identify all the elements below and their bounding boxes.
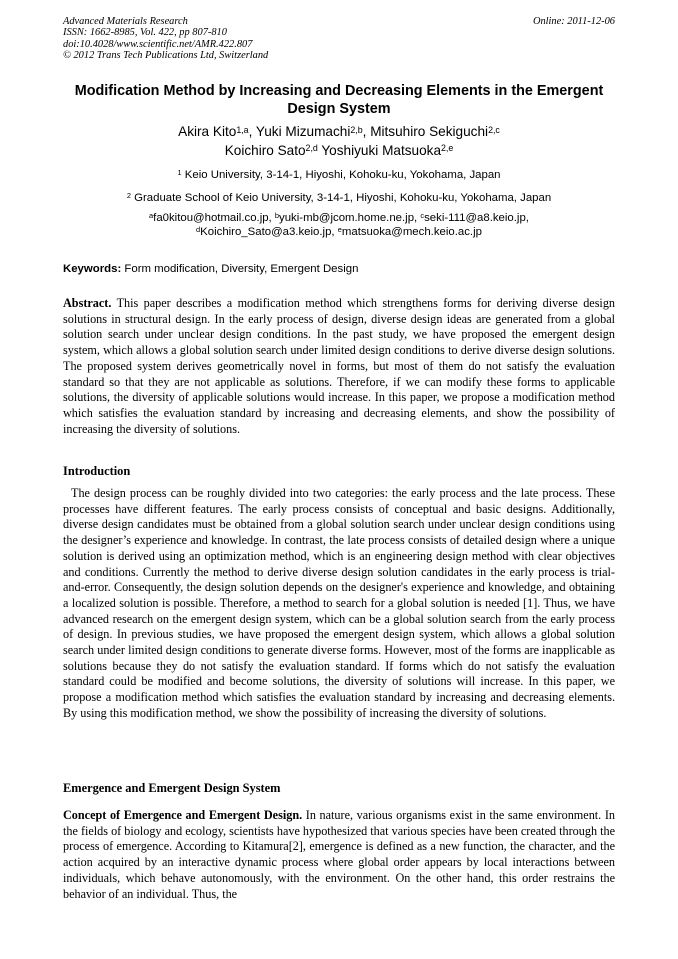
copyright-line: © 2012 Trans Tech Publications Ltd, Switzerland bbox=[63, 49, 269, 61]
author-name: Akira Kito bbox=[178, 124, 237, 139]
author-name: Yoshiyuki Matsuoka bbox=[321, 142, 442, 158]
keywords-label: Keywords: bbox=[63, 263, 122, 275]
abstract-label: Abstract. bbox=[63, 296, 112, 310]
abstract bbox=[63, 296, 615, 437]
introduction-heading: Introduction bbox=[63, 464, 131, 478]
author-sup: 2,e bbox=[441, 143, 454, 154]
concept-text: In nature, various organisms exist in the same environment. In the fields of biology and ecology, scientists have hypothesized that various species have been created through the process of emergence. According to Kitamura[2], emergence is defined as a new function, the character, and the action acquired by an interactive dynamic process where global order appears by local interactions between individuals, which behave autonomously, with the environment. On the other hand, this order restrains the behavior of an individual. Thus, the bbox=[63, 808, 615, 901]
author-name: Yuki Mizumachi bbox=[255, 124, 351, 139]
keywords-text: Form modification, Diversity, Emergent Design bbox=[124, 263, 359, 275]
keywords bbox=[63, 262, 615, 276]
doi-line: doi:10.4028/www.scientific.net/AMR.422.807 bbox=[63, 38, 253, 50]
author-sup: 2,c bbox=[488, 124, 500, 135]
section-heading: Emergence and Emergent Design System bbox=[63, 781, 281, 795]
email-sup: a bbox=[149, 211, 154, 221]
issn-line: ISSN: 1662-8985, Vol. 422, pp 807-810 bbox=[63, 27, 227, 39]
email-address: yuki-mb@jcom.home.ne.jp, bbox=[279, 212, 418, 224]
affiliation-text: Keio University, 3-14-1, Hiyoshi, Kohoku-ku, Yokohama, Japan bbox=[184, 169, 501, 181]
affiliation-text: Graduate School of Keio University, 3-14-1, Hiyoshi, Kohoku-ku, Yokohama, Japan bbox=[134, 192, 552, 204]
affiliation-1 bbox=[70, 168, 608, 182]
abstract-text: This paper describes a modification method which strengthens forms for deriving diverse design solutions in structural design. In the early process of design, diverse design ideas are generated from a global solution search under unclear design conditions. In the past study, we have proposed the emergent design system, which allows a global solution search under limited design conditions to derive diverse design solutions. The proposed system derives geometrically novel in forms, but most of them do not satisfy the evaluation standard so that they are not applicable as solutions. Therefore, if we can modify these forms to applicable solutions, the diversity of applicable solutions would increase. In this paper, we propose a modification method which satisfies the evaluation standard by increasing and decreasing elements, and show the possibility of increasing the diversity of solutions. bbox=[63, 296, 616, 436]
journal-name: Advanced Materials Research bbox=[63, 16, 188, 27]
email-sup: e bbox=[337, 225, 342, 235]
email-sup: c bbox=[420, 211, 425, 221]
journal-header bbox=[63, 16, 615, 61]
concept-paragraph bbox=[63, 808, 615, 902]
email-line bbox=[70, 225, 608, 239]
affiliation-2 bbox=[70, 191, 608, 205]
email-sup: d bbox=[196, 225, 201, 235]
email-address: seki-111@a8.keio.jp, bbox=[424, 212, 529, 224]
online-date: Online: 2011-12-06 bbox=[532, 16, 615, 27]
author-list: Akira Kito$^{1,a}$, Yuki Mizumachi$^{2,b}$, Mitsuhiro Sekiguchi$^{2,c}$ Koichiro Sato$^{2,d}$ Yoshiyuki Matsuoka$^{2,e}$ bbox=[178, 124, 500, 158]
author-name: Koichiro Sato bbox=[224, 142, 306, 158]
email-sup: b bbox=[274, 211, 280, 221]
author-sup: 1,a bbox=[236, 124, 249, 135]
email-address: fa0kitou@hotmail.co.jp, bbox=[153, 212, 272, 224]
email-address: Koichiro_Sato@a3.keio.jp, bbox=[200, 226, 335, 238]
introduction-text: The design process can be roughly divided into two categories: the early process and the late process. These processes have different features. The early process consists of conceptual and basic designs. Additionally, diverse design candidates must be obtained from a global solution search under unclear design conditions using the designer’s experience and knowledge. In contrast, the late process consists of detailed design where a unique solution is derived using an optimization method, which is an engineering design method with clear objectives and conditions. Currently the method to derive diverse design solution candidates in the early process is trial-and-error. Consequently, the design solution depends on the designer's experience and knowledge, and obtaining a localized solution is possible. Therefore, a method to search for a global solution is needed [1]. Thus, we have advanced research on the emergent design system, which can be a global solution search from the early process of design. In previous studies, we have proposed the emergent design system, which allows a global solution search under limited design conditions to generate diverse forms. However, most of the forms are inapplicable as solutions because they do not satisfy the evaluation standard. If forms which do not satisfy the evaluation standard could be modified and become solutions, the diversity of solutions will increase. In this paper, we propose a modification method which satisfies the evaluation standard by increasing and decreasing elements. By using this modification method, we show the possibility of increasing the diversity of solutions. bbox=[63, 486, 615, 720]
affiliation-sup: 2 bbox=[126, 191, 131, 201]
paper-title: Modification Method by Increasing and Decreasing Elements in the Emergent Design System bbox=[74, 83, 604, 117]
author-name: Mitsuhiro Sekiguchi bbox=[370, 124, 489, 139]
email-address: matsuoka@mech.keio.ac.jp bbox=[341, 226, 482, 238]
author-sup: 2,d bbox=[305, 143, 318, 154]
concept-label: Concept of Emergence and Emergent Design. bbox=[63, 808, 303, 822]
affiliation-sup: 1 bbox=[177, 168, 182, 178]
email-list bbox=[70, 211, 608, 239]
email-line bbox=[70, 211, 608, 225]
author-sup: 2,b bbox=[350, 124, 363, 135]
